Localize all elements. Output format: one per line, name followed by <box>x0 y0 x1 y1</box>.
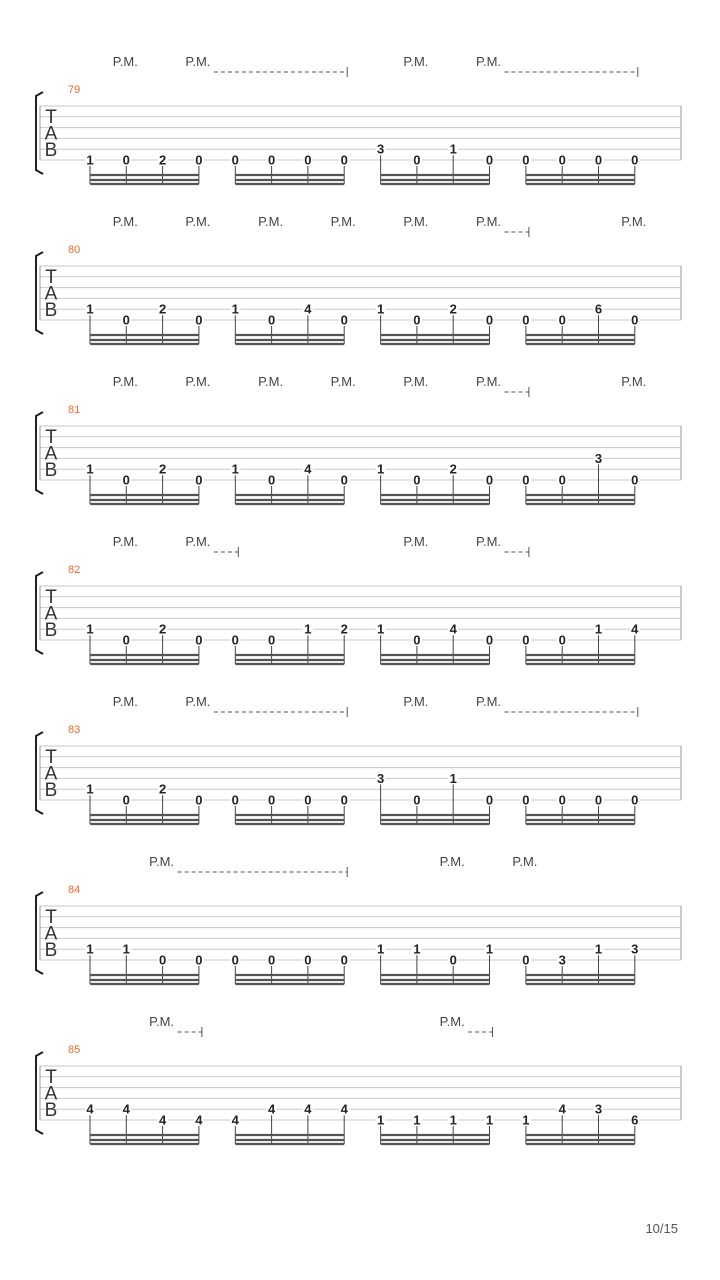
measure-number: 79 <box>68 84 81 96</box>
fret-number: 0 <box>340 152 348 168</box>
fret-number: 2 <box>158 301 167 317</box>
fret-number: 2 <box>449 461 457 477</box>
fret-number: 0 <box>413 312 421 328</box>
fret-number: 2 <box>449 301 457 317</box>
palm-mute-mark: P.M. <box>330 214 356 229</box>
tab-clef-letter: A <box>44 283 58 305</box>
palm-mute-mark: P.M. <box>185 214 211 229</box>
fret-number: 0 <box>558 152 566 168</box>
fret-number: 0 <box>522 632 530 648</box>
palm-mute-mark: P.M. <box>403 374 429 389</box>
page-number: 10/15 <box>645 1221 678 1236</box>
fret-number: 1 <box>376 301 385 317</box>
fret-number: 0 <box>231 952 239 968</box>
fret-number: 4 <box>304 461 312 477</box>
fret-number: 0 <box>413 152 421 168</box>
fret-number: 0 <box>195 152 203 168</box>
fret-number: 0 <box>231 632 239 648</box>
fret-number: 0 <box>267 952 276 968</box>
palm-mute-mark: P.M. <box>475 534 502 549</box>
fret-number: 0 <box>304 152 312 168</box>
fret-number: 6 <box>631 1112 639 1128</box>
palm-mute-mark: P.M. <box>475 694 502 709</box>
tab-system <box>36 214 681 344</box>
fret-number: 0 <box>558 472 566 488</box>
fret-number: 0 <box>267 472 276 488</box>
measure-number: 80 <box>68 244 81 256</box>
fret-number: 4 <box>86 1101 94 1117</box>
palm-mute-mark: P.M. <box>403 54 429 69</box>
tab-clef-letter: B <box>44 300 58 321</box>
fret-number: 0 <box>522 792 530 808</box>
fret-number: 0 <box>413 632 421 648</box>
fret-number: 1 <box>86 781 94 797</box>
measure-number: 82 <box>68 564 81 576</box>
fret-number: 1 <box>485 941 494 957</box>
fret-number: 0 <box>558 632 566 648</box>
measure-number: 84 <box>68 884 81 896</box>
fret-number: 4 <box>195 1112 203 1128</box>
fret-number: 3 <box>594 450 603 466</box>
fret-number: 0 <box>122 472 130 488</box>
palm-mute-mark: P.M. <box>621 374 647 389</box>
fret-number: 4 <box>304 301 312 317</box>
fret-number: 0 <box>195 312 203 328</box>
tab-clef-letter: A <box>44 763 58 785</box>
palm-mute-mark: P.M. <box>112 694 138 709</box>
fret-number: 1 <box>376 941 385 957</box>
tab-clef-letter: B <box>44 1100 58 1121</box>
palm-mute-mark: P.M. <box>621 214 647 229</box>
fret-number: 1 <box>376 461 385 477</box>
fret-number: 4 <box>267 1101 276 1117</box>
measure-number: 83 <box>68 724 81 736</box>
fret-number: 1 <box>413 941 421 957</box>
fret-number: 0 <box>485 312 494 328</box>
fret-number: 0 <box>340 312 348 328</box>
tab-clef-letter: B <box>44 940 58 961</box>
fret-number: 0 <box>631 472 639 488</box>
tab-system <box>36 1014 681 1144</box>
palm-mute-mark: P.M. <box>439 1014 465 1029</box>
tab-system <box>36 694 681 824</box>
palm-mute-mark: P.M. <box>475 214 502 229</box>
tab-clef-letter: A <box>44 923 58 945</box>
fret-number: 0 <box>413 792 421 808</box>
fret-number: 4 <box>158 1112 167 1128</box>
fret-number: 4 <box>122 1101 130 1117</box>
tab-clef-letter: B <box>44 620 58 641</box>
fret-number: 0 <box>485 472 494 488</box>
fret-number: 3 <box>558 952 566 968</box>
palm-mute-mark: P.M. <box>475 374 502 389</box>
palm-mute-mark: P.M. <box>475 54 502 69</box>
fret-number: 1 <box>86 621 94 637</box>
fret-number: 2 <box>158 152 167 168</box>
fret-number: 0 <box>558 312 566 328</box>
tab-clef-letter: A <box>44 603 58 625</box>
fret-number: 0 <box>340 472 348 488</box>
fret-number: 1 <box>231 301 239 317</box>
tab-clef-letter: B <box>44 780 58 801</box>
palm-mute-mark: P.M. <box>258 214 284 229</box>
fret-number: 0 <box>122 312 130 328</box>
tab-system <box>36 54 681 184</box>
fret-number: 0 <box>485 792 494 808</box>
palm-mute-mark: P.M. <box>185 534 211 549</box>
fret-number: 1 <box>413 1112 421 1128</box>
fret-number: 4 <box>340 1101 348 1117</box>
tab-clef-letter: T <box>45 747 57 768</box>
fret-number: 3 <box>376 770 385 786</box>
fret-number: 0 <box>122 792 130 808</box>
tab-clef-letter: B <box>44 140 58 161</box>
fret-number: 0 <box>631 792 639 808</box>
palm-mute-mark: P.M. <box>112 374 138 389</box>
tab-clef-letter: T <box>45 907 57 928</box>
tab-clef-letter: B <box>44 460 58 481</box>
tab-clef-letter: T <box>45 427 57 448</box>
fret-number: 1 <box>86 941 94 957</box>
fret-number: 0 <box>594 792 603 808</box>
palm-mute-mark: P.M. <box>258 374 284 389</box>
palm-mute-mark: P.M. <box>185 694 211 709</box>
palm-mute-mark: P.M. <box>512 854 538 869</box>
measure-number: 85 <box>68 1044 81 1056</box>
fret-number: 0 <box>304 792 312 808</box>
fret-number: 0 <box>195 472 203 488</box>
fret-number: 0 <box>195 952 203 968</box>
fret-number: 4 <box>231 1112 239 1128</box>
fret-number: 0 <box>231 792 239 808</box>
fret-number: 3 <box>376 141 385 157</box>
fret-number: 0 <box>522 152 530 168</box>
palm-mute-mark: P.M. <box>330 374 356 389</box>
fret-number: 0 <box>267 152 276 168</box>
fret-number: 0 <box>594 152 603 168</box>
palm-mute-mark: P.M. <box>149 854 175 869</box>
fret-number: 0 <box>340 792 348 808</box>
fret-number: 0 <box>522 312 530 328</box>
fret-number: 1 <box>449 141 457 157</box>
tab-clef-letter: A <box>44 1083 58 1105</box>
tab-clef-letter: T <box>45 107 57 128</box>
fret-number: 0 <box>522 472 530 488</box>
fret-number: 3 <box>594 1101 603 1117</box>
fret-number: 0 <box>304 952 312 968</box>
fret-number: 1 <box>376 1112 385 1128</box>
fret-number: 2 <box>158 621 167 637</box>
fret-number: 4 <box>304 1101 312 1117</box>
fret-number: 1 <box>522 1112 530 1128</box>
fret-number: 1 <box>449 1112 457 1128</box>
fret-number: 1 <box>594 941 603 957</box>
fret-number: 2 <box>340 621 348 637</box>
fret-number: 0 <box>631 152 639 168</box>
fret-number: 0 <box>231 152 239 168</box>
fret-number: 4 <box>631 621 639 637</box>
fret-number: 3 <box>631 941 639 957</box>
fret-number: 0 <box>195 792 203 808</box>
fret-number: 1 <box>86 461 94 477</box>
fret-number: 4 <box>449 621 457 637</box>
tab-system <box>36 854 681 984</box>
fret-number: 1 <box>376 621 385 637</box>
palm-mute-mark: P.M. <box>185 374 211 389</box>
fret-number: 0 <box>122 152 130 168</box>
tab-system <box>36 534 681 664</box>
fret-number: 2 <box>158 461 167 477</box>
fret-number: 1 <box>86 152 94 168</box>
palm-mute-mark: P.M. <box>403 534 429 549</box>
fret-number: 6 <box>594 301 603 317</box>
fret-number: 4 <box>558 1101 566 1117</box>
fret-number: 1 <box>231 461 239 477</box>
fret-number: 0 <box>267 792 276 808</box>
fret-number: 1 <box>304 621 312 637</box>
palm-mute-mark: P.M. <box>149 1014 175 1029</box>
tab-clef-letter: T <box>45 1067 57 1088</box>
fret-number: 0 <box>522 952 530 968</box>
tab-clef-letter: A <box>44 443 58 465</box>
palm-mute-mark: P.M. <box>403 694 429 709</box>
palm-mute-mark: P.M. <box>403 214 429 229</box>
palm-mute-mark: P.M. <box>185 54 211 69</box>
measure-number: 81 <box>68 404 81 416</box>
fret-number: 0 <box>158 952 167 968</box>
palm-mute-mark: P.M. <box>112 214 138 229</box>
fret-number: 1 <box>86 301 94 317</box>
fret-number: 0 <box>267 632 276 648</box>
palm-mute-mark: P.M. <box>112 534 138 549</box>
fret-number: 0 <box>195 632 203 648</box>
palm-mute-mark: P.M. <box>439 854 465 869</box>
palm-mute-mark: P.M. <box>112 54 138 69</box>
tab-system <box>36 374 681 504</box>
tab-clef-letter: T <box>45 267 57 288</box>
tab-clef-letter: A <box>44 123 58 145</box>
fret-number: 0 <box>340 952 348 968</box>
fret-number: 0 <box>485 632 494 648</box>
fret-number: 1 <box>122 941 130 957</box>
fret-number: 0 <box>485 152 494 168</box>
tab-clef-letter: T <box>45 587 57 608</box>
fret-number: 0 <box>449 952 457 968</box>
fret-number: 0 <box>267 312 276 328</box>
fret-number: 2 <box>158 781 167 797</box>
fret-number: 0 <box>631 312 639 328</box>
fret-number: 1 <box>485 1112 494 1128</box>
fret-number: 0 <box>558 792 566 808</box>
fret-number: 1 <box>449 770 457 786</box>
fret-number: 0 <box>413 472 421 488</box>
fret-number: 0 <box>122 632 130 648</box>
fret-number: 1 <box>594 621 603 637</box>
